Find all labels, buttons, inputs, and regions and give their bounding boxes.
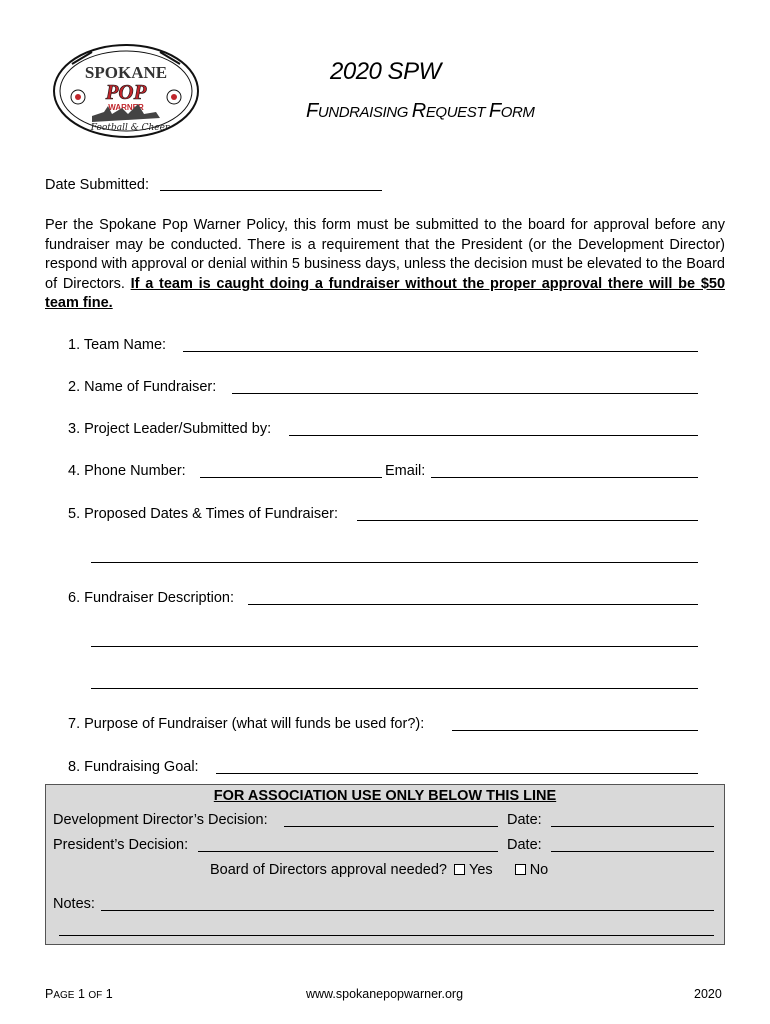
association-use-box [45, 784, 725, 945]
no-label: No [529, 862, 549, 878]
fundraising-goal-label: 8. Fundraising Goal: [68, 759, 199, 775]
no-checkbox[interactable] [515, 864, 526, 875]
spokane-pop-warner-logo [52, 42, 200, 140]
form-subtitle [306, 100, 535, 123]
proposed-dates-field[interactable] [357, 520, 698, 521]
subtitle-cap-1: F [306, 100, 318, 122]
fundraiser-description-field-line-3[interactable] [91, 688, 698, 689]
notes-field-line-2[interactable] [59, 935, 714, 936]
president-decision-label: President’s Decision: [53, 837, 189, 853]
logo-text-pop: POP [105, 80, 147, 104]
project-leader-field[interactable] [289, 435, 698, 436]
purpose-field[interactable] [452, 730, 698, 731]
email-label: Email: [385, 463, 426, 479]
page-number [45, 987, 113, 1001]
subtitle-cap-2: R [411, 100, 426, 122]
footer-year: 2020 [694, 987, 722, 1001]
president-date-label: Date: [507, 837, 542, 853]
phone-number-label: 4. Phone Number: [68, 463, 186, 479]
page-current: 1 [77, 987, 85, 1001]
notes-field[interactable] [101, 910, 714, 911]
fundraising-goal-field[interactable] [216, 773, 698, 774]
page-cap: P [45, 987, 54, 1001]
president-date-field[interactable] [551, 851, 714, 852]
subtitle-rest-3: ORM [500, 104, 535, 121]
form-title: 2020 SPW [330, 58, 441, 85]
date-submitted-label: Date Submitted: [45, 177, 149, 193]
yes-checkbox[interactable] [454, 864, 465, 875]
logo-text-football-cheer: Football & Cheer [90, 123, 170, 133]
proposed-dates-field-line-2[interactable] [91, 562, 698, 563]
subtitle-rest-2: EQUEST [425, 104, 489, 121]
association-box-title: FOR ASSOCIATION USE ONLY BELOW THIS LINE [213, 788, 557, 804]
policy-text: Per the Spokane Pop Warner Policy, this form must be submitted to the board for approval before any fundraiser may be conducted. There is a requirement that the President (or the Development Director) respond with approval or denial within 5 business days, unless the decision must be elevated to the Board of Directors. [45, 217, 725, 292]
dev-director-decision-label: Development Director’s Decision: [53, 812, 268, 828]
logo-text-spokane: SPOKANE [84, 63, 168, 82]
board-approval-row [210, 862, 548, 878]
notes-label: Notes: [53, 896, 95, 912]
page-rest: AGE [53, 990, 75, 1001]
yes-label: Yes [469, 862, 493, 878]
logo-text-warner: WARNER [108, 103, 144, 112]
team-name-field[interactable] [183, 351, 698, 352]
fundraiser-description-field[interactable] [248, 604, 698, 605]
policy-warning: If a team is caught doing a fundraiser without the proper approval there will be $50 team fine. [45, 275, 726, 311]
fundraiser-name-field[interactable] [232, 393, 698, 394]
page-total: 1 [105, 987, 113, 1001]
fundraiser-description-label: 6. Fundraiser Description: [68, 590, 235, 606]
proposed-dates-label: 5. Proposed Dates & Times of Fundraiser: [68, 506, 338, 522]
page-of: OF [88, 990, 103, 1001]
subtitle-cap-3: F [488, 100, 501, 122]
policy-paragraph [45, 216, 725, 314]
subtitle-rest-1: UNDRAISING [317, 104, 412, 121]
fundraiser-description-field-line-2[interactable] [91, 646, 698, 647]
purpose-label: 7. Purpose of Fundraiser (what will funds be used for?): [68, 716, 425, 732]
date-submitted-field[interactable] [160, 190, 382, 191]
president-decision-field[interactable] [198, 851, 498, 852]
project-leader-label: 3. Project Leader/Submitted by: [68, 421, 272, 437]
board-approval-question: Board of Directors approval needed? [210, 862, 447, 878]
phone-number-field[interactable] [200, 477, 382, 478]
team-name-label: 1. Team Name: [68, 337, 167, 353]
dev-director-decision-field[interactable] [284, 826, 498, 827]
footer-website: www.spokanepopwarner.org [306, 987, 464, 1001]
dev-director-date-label: Date: [507, 812, 542, 828]
email-field[interactable] [431, 477, 698, 478]
fundraiser-name-label: 2. Name of Fundraiser: [68, 379, 217, 395]
dev-director-date-field[interactable] [551, 826, 714, 827]
